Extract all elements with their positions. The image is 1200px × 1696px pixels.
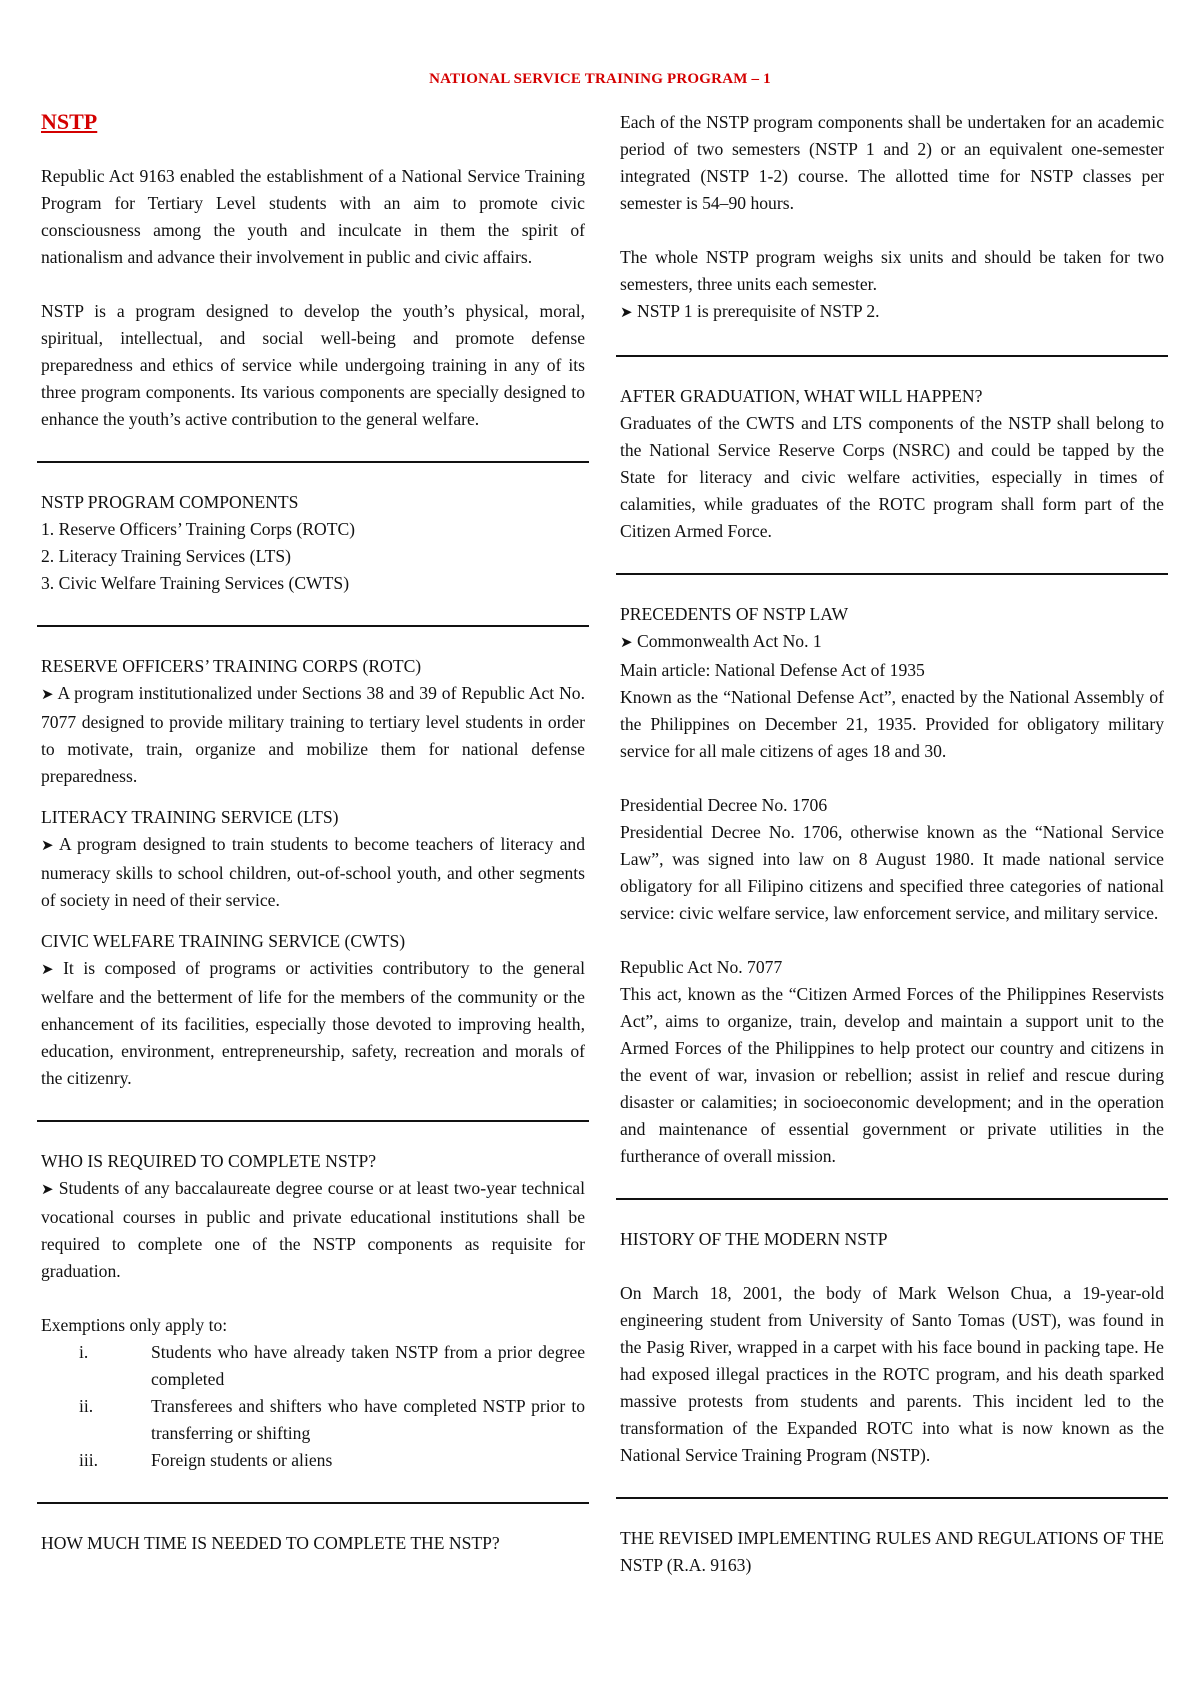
presidential-decree-text: Presidential Decree No. 1706, otherwise known as the “National Service Law”, was signed into law on 8 August 1980. It made national service obligatory for all Filipino citizens and specified three categories of national service: civic welfare service, law enforcement service, and military service. [620, 822, 1164, 923]
lts-heading: LITERACY TRAINING SERVICE (LTS) [41, 807, 339, 827]
section-divider [37, 625, 589, 627]
history-text: On March 18, 2001, the body of Mark Welson Chua, a 19-year-old engineering student from University of Santo Tomas (UST), was found in the Pasig River, wrapped in a carpet with his face bound in packing tape. He had exposed illegal practices in the ROTC program, and his death sparked massive protests from students and parents. This incident led to the transformation of the Expanded ROTC into what is now known as the National Service Training Program (NSTP). [620, 1283, 1164, 1465]
exemptions-heading: Exemptions only apply to: [41, 1315, 228, 1335]
time-paragraph-2: The whole NSTP program weighs six units and should be taken for two semesters, three units each semester. [620, 247, 1164, 294]
commonwealth-act-main: Main article: National Defense Act of 1935 [620, 660, 925, 680]
arrow-bullet-icon: ➤ [41, 1182, 54, 1198]
rotc-heading: RESERVE OFFICERS’ TRAINING CORPS (ROTC) [41, 656, 422, 676]
section-divider [616, 1198, 1168, 1200]
exemption-item: i. Students who have already taken NSTP from a prior degree completed [79, 1342, 585, 1389]
who-description: ➤ Students of any baccalaureate degree course or at least two-year technical vocational courses in public and private educational institutions shall be required to complete one of the NSTP components as requisite for graduation. [41, 1178, 585, 1281]
precedents-heading: PRECEDENTS OF NSTP LAW [620, 604, 849, 624]
section-title-nstp: NSTP [41, 109, 98, 134]
exemption-item: iii. Foreign students or aliens [79, 1450, 333, 1470]
component-item: 2. Literacy Training Services (LTS) [41, 546, 292, 566]
component-item: 1. Reserve Officers’ Training Corps (ROTC) [41, 519, 356, 539]
left-column [41, 108, 585, 1557]
republic-act-text: This act, known as the “Citizen Armed Forces of the Philippines Reservists Act”, aims to organize, train, develop and maintain a support unit to the Armed Forces of the Philippines to help protect our country and citizens in the event of war, invasion or rebellion; assist in relief and rescue during disaster or calamities; in socioeconomic development; and in the operation and maintenance of essential government or private utilities in the furtherance of overall mission. [620, 984, 1164, 1166]
commonwealth-act-text: Known as the “National Defense Act”, enacted by the National Assembly of the Philippines on December 21, 1935. Provided for obligatory military service for all male citizens of ages 18 and 30. [620, 687, 1164, 761]
section-divider [37, 1502, 589, 1504]
lts-description: ➤ A program designed to train students to become teachers of literacy and numeracy skills to school children, out-of-school youth, and other segments of society in need of their service. [41, 834, 585, 910]
component-item: 3. Civic Welfare Training Services (CWTS) [41, 573, 350, 593]
irr-heading: THE REVISED IMPLEMENTING RULES AND REGULATIONS OF THE NSTP (R.A. 9163) [620, 1528, 1164, 1575]
exemption-item: ii. Transferees and shifters who have completed NSTP prior to transferring or shifting [79, 1396, 585, 1443]
time-heading: HOW MUCH TIME IS NEEDED TO COMPLETE THE NSTP? [41, 1533, 500, 1553]
arrow-bullet-icon: ➤ [41, 687, 54, 703]
arrow-bullet-icon: ➤ [41, 838, 54, 854]
arrow-bullet-icon: ➤ [41, 962, 54, 978]
prerequisite-note: ➤ NSTP 1 is prerequisite of NSTP 2. [620, 301, 880, 321]
cwts-description: ➤ It is composed of programs or activities contributory to the general welfare and the betterment of life for the members of the community or the enhancement of its facilities, especially those devoted to improving health, education, environment, entrepreneurship, safety, recreation and morals of the citizenry. [41, 958, 585, 1088]
right-column [620, 109, 1164, 1579]
cwts-heading: CIVIC WELFARE TRAINING SERVICE (CWTS) [41, 931, 406, 951]
section-divider [616, 573, 1168, 575]
time-paragraph-1: Each of the NSTP program components shall be undertaken for an academic period of two semesters (NSTP 1 and 2) or an equivalent one-semester integrated (NSTP 1-2) course. The allotted time for NSTP classes per semester is 54–90 hours. [620, 112, 1164, 213]
after-graduation-heading: AFTER GRADUATION, WHAT WILL HAPPEN? [620, 386, 983, 406]
after-graduation-text: Graduates of the CWTS and LTS components of the NSTP shall belong to the National Service Reserve Corps (NSRC) and could be tapped by the State for literacy and civic welfare activities, especially in times of calamities, while graduates of the ROTC program shall form part of the Citizen Armed Force. [620, 413, 1164, 541]
intro-paragraph-2: NSTP is a program designed to develop the youth’s physical, moral, spiritual, intellectual, and social well-being and promote defense preparedness and ethics of service while undergoing training in any of its three program components. Its various components are specially designed to enhance the youth’s active contribution to the general welfare. [41, 301, 585, 429]
section-divider [616, 355, 1168, 357]
section-divider [616, 1497, 1168, 1499]
section-divider [37, 1120, 589, 1122]
rotc-description: ➤ A program institutionalized under Sections 38 and 39 of Republic Act No. 7077 designed to provide military training to tertiary level students in order to motivate, train, organize and mobilize them for national defense preparedness. [41, 683, 586, 786]
presidential-decree-title: Presidential Decree No. 1706 [620, 795, 828, 815]
commonwealth-act-title: ➤ Commonwealth Act No. 1 [620, 631, 822, 651]
components-heading: NSTP PROGRAM COMPONENTS [41, 492, 299, 512]
history-heading: HISTORY OF THE MODERN NSTP [620, 1229, 888, 1249]
who-heading: WHO IS REQUIRED TO COMPLETE NSTP? [41, 1151, 377, 1171]
arrow-bullet-icon: ➤ [620, 305, 633, 321]
arrow-bullet-icon: ➤ [620, 635, 633, 651]
republic-act-title: Republic Act No. 7077 [620, 957, 783, 977]
intro-paragraph-1: Republic Act 9163 enabled the establishment of a National Service Training Program for Tertiary Level students with an aim to promote civic consciousness among the youth and inculcate in them the spirit of nationalism and advance their involvement in public and civic affairs. [41, 166, 585, 267]
section-divider [37, 461, 589, 463]
page-header: NATIONAL SERVICE TRAINING PROGRAM – 1 [429, 71, 771, 87]
